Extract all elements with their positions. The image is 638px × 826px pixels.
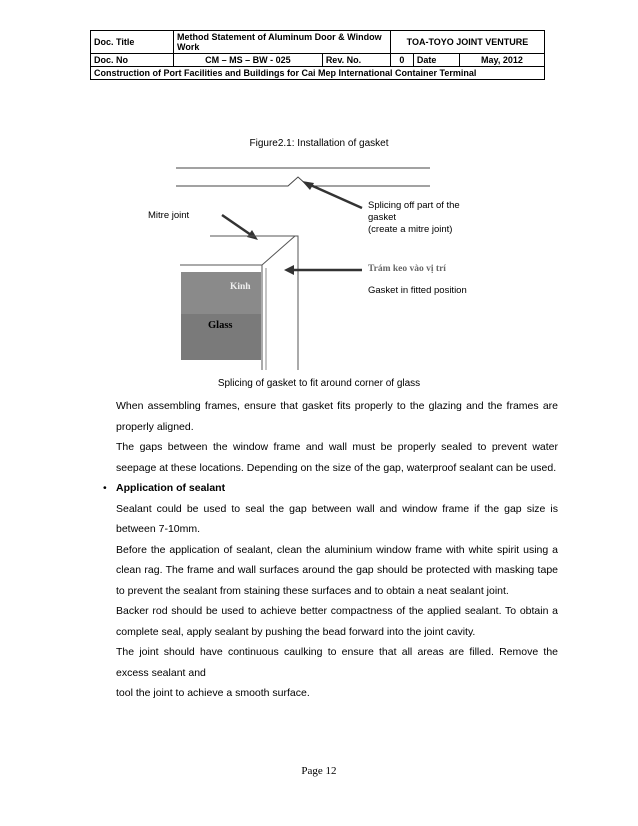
rev-no-value: 0 <box>390 54 413 67</box>
document-header-table <box>90 30 545 80</box>
mitre-arrowhead <box>247 230 258 240</box>
paragraph-backer-rod: Backer rod should be used to achieve better compactness of the applied sealant. To obtain a complete seal, apply sealant by pushing the bead forward into the joint cavity. <box>116 605 558 638</box>
paragraph-gaps: The gaps between the window frame and wall must be properly sealed to prevent water seepage at these locations. Depending on the size of the gap, waterproof sealant can be used. <box>116 441 558 474</box>
date-value: May, 2012 <box>459 54 544 67</box>
doc-title-label: Doc. Title <box>91 31 174 54</box>
figure-title: Figure2.1: Installation of gasket <box>249 138 389 149</box>
mitre-arrow <box>222 215 254 237</box>
page-number: Page 12 <box>301 765 337 777</box>
paragraph-clean-frame: Before the application of sealant, clean the aluminium window frame with white spirit using a clean rag. The frame and wall surfaces around the gap should be protected with masking tape to prevent the sealant from staining these surfaces and to obtain a neat sealant joint. <box>116 543 558 597</box>
splice-arrowhead <box>302 181 314 190</box>
fitted-arrowhead <box>284 265 294 275</box>
gasket-diagram <box>140 160 500 370</box>
doc-title-value: Method Statement of Aluminum Door & Window Work <box>174 31 391 54</box>
date-label: Date <box>413 54 459 67</box>
company-name: TOA-TOYO JOINT VENTURE <box>390 31 544 54</box>
paragraph-assembling: When assembling frames, ensure that gasket fits properly to the glazing and the frames are properly aligned. <box>116 400 558 433</box>
paragraph-tool-joint: tool the joint to achieve a smooth surface. <box>116 687 310 699</box>
gasket-figure <box>140 160 500 370</box>
bullet-application-of-sealant <box>103 478 558 499</box>
glass-block-top <box>181 272 261 314</box>
frame-outer-line <box>180 236 298 265</box>
paragraph-sealant-gap: Sealant could be used to seal the gap between wall and window frame if the gap size is between 7-10mm. <box>116 502 558 535</box>
splicing-label-line-2: gasket <box>368 212 396 223</box>
splice-arrow <box>306 183 362 208</box>
mitre-joint-label: Mitre joint <box>148 210 190 221</box>
fitted-position-label: Gasket in fitted position <box>368 285 467 296</box>
splicing-label-line-3: (create a mitre joint) <box>368 224 453 235</box>
kinh-label: Kinh <box>230 282 251 292</box>
bullet-title: Application of sealant <box>116 482 226 494</box>
paragraph-caulking: The joint should have continuous caulking to ensure that all areas are filled. Remove the excess sealant and <box>116 646 558 679</box>
rev-no-label: Rev. No. <box>322 54 390 67</box>
project-name: Construction of Port Facilities and Buildings for Cai Mep International Container Terminal <box>91 67 545 80</box>
body-text <box>103 396 558 704</box>
glass-label: Glass <box>208 320 233 331</box>
figure-caption: Splicing of gasket to fit around corner of glass <box>217 378 421 389</box>
bullet-icon: • <box>103 482 107 494</box>
vietnamese-label: Trám keo vào vị trí <box>368 264 446 274</box>
splicing-label-line-1: Splicing off part of the <box>368 200 460 211</box>
doc-no-label: Doc. No <box>91 54 174 67</box>
doc-no-value: CM – MS – BW - 025 <box>174 54 323 67</box>
